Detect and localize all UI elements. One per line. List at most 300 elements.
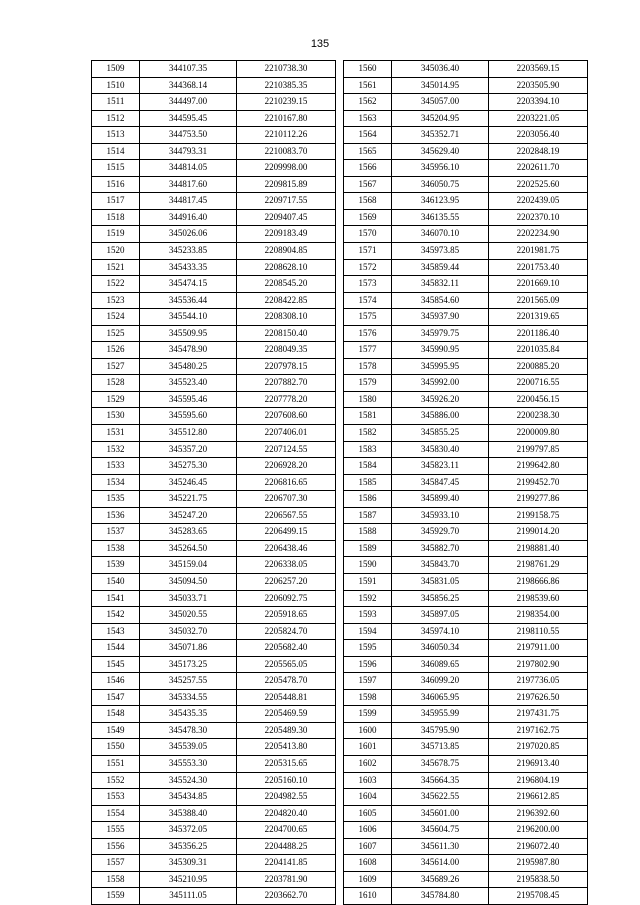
table-row — [344, 689, 588, 706]
x-coordinate-cell: 345859.44 — [392, 259, 489, 276]
table-row — [344, 706, 588, 723]
y-coordinate-cell: 2199277.86 — [489, 491, 588, 508]
point-number-cell: 1541 — [92, 590, 140, 607]
point-number-cell: 1594 — [344, 623, 392, 640]
point-number-cell: 1583 — [344, 441, 392, 458]
y-coordinate-cell: 2198539.60 — [489, 590, 588, 607]
table-row — [92, 855, 336, 872]
y-coordinate-cell: 2210112.26 — [237, 127, 336, 144]
table-row — [344, 259, 588, 276]
y-coordinate-cell: 2209717.55 — [237, 193, 336, 210]
x-coordinate-cell: 345435.35 — [140, 706, 237, 723]
y-coordinate-cell: 2198354.00 — [489, 607, 588, 624]
point-number-cell: 1593 — [344, 607, 392, 624]
x-coordinate-cell: 345352.71 — [392, 127, 489, 144]
table-row — [344, 573, 588, 590]
x-coordinate-cell: 345539.05 — [140, 739, 237, 756]
y-coordinate-cell: 2203569.15 — [489, 61, 588, 78]
point-number-cell: 1540 — [92, 573, 140, 590]
table-row — [344, 838, 588, 855]
y-coordinate-cell: 2210239.15 — [237, 94, 336, 111]
table-row — [344, 94, 588, 111]
point-number-cell: 1586 — [344, 491, 392, 508]
point-number-cell: 1572 — [344, 259, 392, 276]
table-row — [344, 557, 588, 574]
y-coordinate-cell: 2195838.50 — [489, 871, 588, 888]
point-number-cell: 1599 — [344, 706, 392, 723]
point-number-cell: 1523 — [92, 292, 140, 309]
table-row — [92, 408, 336, 425]
y-coordinate-cell: 2198666.86 — [489, 573, 588, 590]
point-number-cell: 1519 — [92, 226, 140, 243]
point-number-cell: 1554 — [92, 805, 140, 822]
table-row — [92, 94, 336, 111]
x-coordinate-cell: 345474.15 — [140, 276, 237, 293]
x-coordinate-cell: 345955.99 — [392, 706, 489, 723]
point-number-cell: 1559 — [92, 888, 140, 905]
point-number-cell: 1590 — [344, 557, 392, 574]
y-coordinate-cell: 2207978.15 — [237, 358, 336, 375]
x-coordinate-cell: 344753.50 — [140, 127, 237, 144]
point-number-cell: 1568 — [344, 193, 392, 210]
x-coordinate-cell: 345264.50 — [140, 540, 237, 557]
table-row — [344, 309, 588, 326]
table-row — [92, 325, 336, 342]
x-coordinate-cell: 344916.40 — [140, 209, 237, 226]
table-row — [344, 524, 588, 541]
y-coordinate-cell: 2202439.05 — [489, 193, 588, 210]
x-coordinate-cell: 345784.80 — [392, 888, 489, 905]
x-coordinate-cell: 345433.35 — [140, 259, 237, 276]
y-coordinate-cell: 2203662.70 — [237, 888, 336, 905]
x-coordinate-cell: 345434.85 — [140, 789, 237, 806]
point-number-cell: 1598 — [344, 689, 392, 706]
point-number-cell: 1567 — [344, 176, 392, 193]
point-number-cell: 1584 — [344, 458, 392, 475]
table-row — [344, 739, 588, 756]
point-number-cell: 1589 — [344, 540, 392, 557]
y-coordinate-cell: 2208308.10 — [237, 309, 336, 326]
y-coordinate-cell: 2205448.81 — [237, 689, 336, 706]
point-number-cell: 1605 — [344, 805, 392, 822]
point-number-cell: 1600 — [344, 722, 392, 739]
table-row — [92, 755, 336, 772]
point-number-cell: 1546 — [92, 673, 140, 690]
y-coordinate-cell: 2205478.70 — [237, 673, 336, 690]
y-coordinate-cell: 2207882.70 — [237, 375, 336, 392]
table-row — [92, 226, 336, 243]
y-coordinate-cell: 2202525.60 — [489, 176, 588, 193]
y-coordinate-cell: 2206816.65 — [237, 474, 336, 491]
table-row — [92, 474, 336, 491]
x-coordinate-cell: 345831.05 — [392, 573, 489, 590]
table-row — [92, 441, 336, 458]
x-coordinate-cell: 345544.10 — [140, 309, 237, 326]
point-number-cell: 1592 — [344, 590, 392, 607]
point-number-cell: 1555 — [92, 822, 140, 839]
table-row — [344, 375, 588, 392]
point-number-cell: 1534 — [92, 474, 140, 491]
x-coordinate-cell: 345956.10 — [392, 160, 489, 177]
coordinates-table-right — [343, 60, 588, 905]
x-coordinate-cell: 345995.95 — [392, 358, 489, 375]
point-number-cell: 1564 — [344, 127, 392, 144]
point-number-cell: 1548 — [92, 706, 140, 723]
point-number-cell: 1545 — [92, 656, 140, 673]
x-coordinate-cell: 345974.10 — [392, 623, 489, 640]
point-number-cell: 1563 — [344, 110, 392, 127]
y-coordinate-cell: 2210167.80 — [237, 110, 336, 127]
y-coordinate-cell: 2208545.20 — [237, 276, 336, 293]
x-coordinate-cell: 345524.30 — [140, 772, 237, 789]
point-number-cell: 1532 — [92, 441, 140, 458]
y-coordinate-cell: 2200238.30 — [489, 408, 588, 425]
table-row — [92, 590, 336, 607]
point-number-cell: 1521 — [92, 259, 140, 276]
x-coordinate-cell: 345036.40 — [392, 61, 489, 78]
point-number-cell: 1575 — [344, 309, 392, 326]
x-coordinate-cell: 345094.50 — [140, 573, 237, 590]
point-number-cell: 1610 — [344, 888, 392, 905]
y-coordinate-cell: 2207406.01 — [237, 425, 336, 442]
x-coordinate-cell: 345990.95 — [392, 342, 489, 359]
y-coordinate-cell: 2199797.85 — [489, 441, 588, 458]
table-row — [344, 160, 588, 177]
point-number-cell: 1566 — [344, 160, 392, 177]
table-row — [92, 342, 336, 359]
point-number-cell: 1535 — [92, 491, 140, 508]
y-coordinate-cell: 2201753.40 — [489, 259, 588, 276]
point-number-cell: 1560 — [344, 61, 392, 78]
x-coordinate-cell: 345275.30 — [140, 458, 237, 475]
point-number-cell: 1591 — [344, 573, 392, 590]
x-coordinate-cell: 345283.65 — [140, 524, 237, 541]
point-number-cell: 1571 — [344, 243, 392, 260]
table-row — [92, 110, 336, 127]
point-number-cell: 1597 — [344, 673, 392, 690]
y-coordinate-cell: 2195708.45 — [489, 888, 588, 905]
y-coordinate-cell: 2208049.35 — [237, 342, 336, 359]
y-coordinate-cell: 2201035.84 — [489, 342, 588, 359]
y-coordinate-cell: 2206928.20 — [237, 458, 336, 475]
y-coordinate-cell: 2208422.85 — [237, 292, 336, 309]
point-number-cell: 1565 — [344, 143, 392, 160]
point-number-cell: 1596 — [344, 656, 392, 673]
y-coordinate-cell: 2203505.90 — [489, 77, 588, 94]
table-row — [344, 243, 588, 260]
table-row — [344, 607, 588, 624]
table-row — [92, 822, 336, 839]
y-coordinate-cell: 2203221.05 — [489, 110, 588, 127]
x-coordinate-cell: 345388.40 — [140, 805, 237, 822]
x-coordinate-cell: 345973.85 — [392, 243, 489, 260]
table-row — [344, 110, 588, 127]
x-coordinate-cell: 345553.30 — [140, 755, 237, 772]
y-coordinate-cell: 2210738.30 — [237, 61, 336, 78]
point-number-cell: 1525 — [92, 325, 140, 342]
point-number-cell: 1577 — [344, 342, 392, 359]
point-number-cell: 1588 — [344, 524, 392, 541]
point-number-cell: 1604 — [344, 789, 392, 806]
table-row — [344, 640, 588, 657]
x-coordinate-cell: 344817.45 — [140, 193, 237, 210]
table-row — [92, 143, 336, 160]
x-coordinate-cell: 345713.85 — [392, 739, 489, 756]
y-coordinate-cell: 2205489.30 — [237, 722, 336, 739]
point-number-cell: 1607 — [344, 838, 392, 855]
y-coordinate-cell: 2197020.85 — [489, 739, 588, 756]
y-coordinate-cell: 2200009.80 — [489, 425, 588, 442]
point-number-cell: 1558 — [92, 871, 140, 888]
table-row — [92, 358, 336, 375]
x-coordinate-cell: 345664.35 — [392, 772, 489, 789]
x-coordinate-cell: 345601.00 — [392, 805, 489, 822]
x-coordinate-cell: 345622.55 — [392, 789, 489, 806]
y-coordinate-cell: 2206567.55 — [237, 507, 336, 524]
x-coordinate-cell: 346065.95 — [392, 689, 489, 706]
y-coordinate-cell: 2208150.40 — [237, 325, 336, 342]
y-coordinate-cell: 2202370.10 — [489, 209, 588, 226]
point-number-cell: 1524 — [92, 309, 140, 326]
point-number-cell: 1576 — [344, 325, 392, 342]
x-coordinate-cell: 345536.44 — [140, 292, 237, 309]
point-number-cell: 1530 — [92, 408, 140, 425]
point-number-cell: 1562 — [344, 94, 392, 111]
y-coordinate-cell: 2205469.59 — [237, 706, 336, 723]
point-number-cell: 1582 — [344, 425, 392, 442]
table-row — [92, 540, 336, 557]
y-coordinate-cell: 2196200.00 — [489, 822, 588, 839]
table-row — [344, 855, 588, 872]
table-row — [344, 474, 588, 491]
x-coordinate-cell: 345830.40 — [392, 441, 489, 458]
table-row — [92, 458, 336, 475]
table-row — [92, 259, 336, 276]
point-number-cell: 1580 — [344, 391, 392, 408]
y-coordinate-cell: 2206257.20 — [237, 573, 336, 590]
x-coordinate-cell: 344817.60 — [140, 176, 237, 193]
y-coordinate-cell: 2203394.10 — [489, 94, 588, 111]
point-number-cell: 1603 — [344, 772, 392, 789]
table-row — [344, 61, 588, 78]
y-coordinate-cell: 2204982.55 — [237, 789, 336, 806]
y-coordinate-cell: 2198761.29 — [489, 557, 588, 574]
table-row — [344, 127, 588, 144]
x-coordinate-cell: 345595.60 — [140, 408, 237, 425]
point-number-cell: 1509 — [92, 61, 140, 78]
x-coordinate-cell: 345026.06 — [140, 226, 237, 243]
y-coordinate-cell: 2203781.90 — [237, 871, 336, 888]
table-row — [344, 176, 588, 193]
x-coordinate-cell: 344497.00 — [140, 94, 237, 111]
x-coordinate-cell: 345882.70 — [392, 540, 489, 557]
point-number-cell: 1609 — [344, 871, 392, 888]
x-coordinate-cell: 345257.55 — [140, 673, 237, 690]
y-coordinate-cell: 2201565.09 — [489, 292, 588, 309]
x-coordinate-cell: 345523.40 — [140, 375, 237, 392]
x-coordinate-cell: 345247.20 — [140, 507, 237, 524]
point-number-cell: 1511 — [92, 94, 140, 111]
x-coordinate-cell: 346089.65 — [392, 656, 489, 673]
table-row — [344, 458, 588, 475]
x-coordinate-cell: 345933.10 — [392, 507, 489, 524]
point-number-cell: 1595 — [344, 640, 392, 657]
x-coordinate-cell: 345886.00 — [392, 408, 489, 425]
x-coordinate-cell: 345899.40 — [392, 491, 489, 508]
x-coordinate-cell: 345604.75 — [392, 822, 489, 839]
table-row — [92, 888, 336, 905]
point-number-cell: 1552 — [92, 772, 140, 789]
x-coordinate-cell: 344814.05 — [140, 160, 237, 177]
x-coordinate-cell: 345246.45 — [140, 474, 237, 491]
x-coordinate-cell: 345595.46 — [140, 391, 237, 408]
point-number-cell: 1574 — [344, 292, 392, 309]
x-coordinate-cell: 345795.90 — [392, 722, 489, 739]
point-number-cell: 1517 — [92, 193, 140, 210]
x-coordinate-cell: 345057.00 — [392, 94, 489, 111]
table-row — [344, 391, 588, 408]
y-coordinate-cell: 2207124.55 — [237, 441, 336, 458]
point-number-cell: 1537 — [92, 524, 140, 541]
x-coordinate-cell: 345512.80 — [140, 425, 237, 442]
y-coordinate-cell: 2210385.35 — [237, 77, 336, 94]
x-coordinate-cell: 345614.00 — [392, 855, 489, 872]
x-coordinate-cell: 345843.70 — [392, 557, 489, 574]
x-coordinate-cell: 345356.25 — [140, 838, 237, 855]
x-coordinate-cell: 346050.34 — [392, 640, 489, 657]
y-coordinate-cell: 2202611.70 — [489, 160, 588, 177]
x-coordinate-cell: 345929.70 — [392, 524, 489, 541]
point-number-cell: 1543 — [92, 623, 140, 640]
x-coordinate-cell: 345855.25 — [392, 425, 489, 442]
table-row — [92, 243, 336, 260]
x-coordinate-cell: 345480.25 — [140, 358, 237, 375]
x-coordinate-cell: 345926.20 — [392, 391, 489, 408]
x-coordinate-cell: 345897.05 — [392, 607, 489, 624]
y-coordinate-cell: 2206338.05 — [237, 557, 336, 574]
table-row — [92, 209, 336, 226]
x-coordinate-cell: 345509.95 — [140, 325, 237, 342]
point-number-cell: 1602 — [344, 755, 392, 772]
point-number-cell: 1553 — [92, 789, 140, 806]
point-number-cell: 1527 — [92, 358, 140, 375]
x-coordinate-cell: 345678.75 — [392, 755, 489, 772]
table-row — [92, 127, 336, 144]
table-row — [92, 77, 336, 94]
table-row — [344, 722, 588, 739]
y-coordinate-cell: 2205824.70 — [237, 623, 336, 640]
y-coordinate-cell: 2197736.05 — [489, 673, 588, 690]
y-coordinate-cell: 2204488.25 — [237, 838, 336, 855]
x-coordinate-cell: 345478.30 — [140, 722, 237, 739]
point-number-cell: 1520 — [92, 243, 140, 260]
x-coordinate-cell: 345204.95 — [392, 110, 489, 127]
y-coordinate-cell: 2208904.85 — [237, 243, 336, 260]
y-coordinate-cell: 2200716.55 — [489, 375, 588, 392]
table-row — [92, 722, 336, 739]
y-coordinate-cell: 2195987.80 — [489, 855, 588, 872]
table-row — [344, 623, 588, 640]
table-row — [92, 656, 336, 673]
point-number-cell: 1533 — [92, 458, 140, 475]
point-number-cell: 1547 — [92, 689, 140, 706]
table-row — [344, 491, 588, 508]
x-coordinate-cell: 345478.90 — [140, 342, 237, 359]
y-coordinate-cell: 2196612.85 — [489, 789, 588, 806]
table-row — [92, 176, 336, 193]
point-number-cell: 1510 — [92, 77, 140, 94]
y-coordinate-cell: 2201981.75 — [489, 243, 588, 260]
point-number-cell: 1536 — [92, 507, 140, 524]
table-row — [344, 871, 588, 888]
point-number-cell: 1514 — [92, 143, 140, 160]
point-number-cell: 1556 — [92, 838, 140, 855]
table-row — [92, 193, 336, 210]
table-row — [344, 342, 588, 359]
y-coordinate-cell: 2198881.40 — [489, 540, 588, 557]
table-row — [344, 822, 588, 839]
x-coordinate-cell: 345014.95 — [392, 77, 489, 94]
table-row — [344, 888, 588, 905]
x-coordinate-cell: 345309.31 — [140, 855, 237, 872]
table-row — [92, 706, 336, 723]
table-row — [344, 193, 588, 210]
table-row — [344, 276, 588, 293]
y-coordinate-cell: 2205918.65 — [237, 607, 336, 624]
y-coordinate-cell: 2201186.40 — [489, 325, 588, 342]
y-coordinate-cell: 2200885.20 — [489, 358, 588, 375]
y-coordinate-cell: 2204820.40 — [237, 805, 336, 822]
table-row — [344, 292, 588, 309]
point-number-cell: 1573 — [344, 276, 392, 293]
point-number-cell: 1569 — [344, 209, 392, 226]
table-row — [92, 838, 336, 855]
table-row — [344, 226, 588, 243]
x-coordinate-cell: 345210.95 — [140, 871, 237, 888]
x-coordinate-cell: 345979.75 — [392, 325, 489, 342]
x-coordinate-cell: 345992.00 — [392, 375, 489, 392]
y-coordinate-cell: 2209183.49 — [237, 226, 336, 243]
x-coordinate-cell: 345372.05 — [140, 822, 237, 839]
y-coordinate-cell: 2196913.40 — [489, 755, 588, 772]
x-coordinate-cell: 344107.35 — [140, 61, 237, 78]
y-coordinate-cell: 2199014.20 — [489, 524, 588, 541]
coordinates-table-left — [91, 60, 336, 905]
y-coordinate-cell: 2205315.65 — [237, 755, 336, 772]
point-number-cell: 1585 — [344, 474, 392, 491]
y-coordinate-cell: 2202848.19 — [489, 143, 588, 160]
x-coordinate-cell: 346099.20 — [392, 673, 489, 690]
table-row — [344, 507, 588, 524]
y-coordinate-cell: 2208628.10 — [237, 259, 336, 276]
point-number-cell: 1549 — [92, 722, 140, 739]
x-coordinate-cell: 345334.55 — [140, 689, 237, 706]
x-coordinate-cell: 345832.11 — [392, 276, 489, 293]
table-row — [92, 623, 336, 640]
point-number-cell: 1516 — [92, 176, 140, 193]
x-coordinate-cell: 345071.86 — [140, 640, 237, 657]
y-coordinate-cell: 2207608.60 — [237, 408, 336, 425]
table-row — [92, 789, 336, 806]
x-coordinate-cell: 345823.11 — [392, 458, 489, 475]
y-coordinate-cell: 2199642.80 — [489, 458, 588, 475]
table-row — [92, 524, 336, 541]
page-number: 135 — [310, 38, 330, 50]
point-number-cell: 1570 — [344, 226, 392, 243]
x-coordinate-cell: 344793.31 — [140, 143, 237, 160]
table-row — [92, 805, 336, 822]
x-coordinate-cell: 345689.26 — [392, 871, 489, 888]
